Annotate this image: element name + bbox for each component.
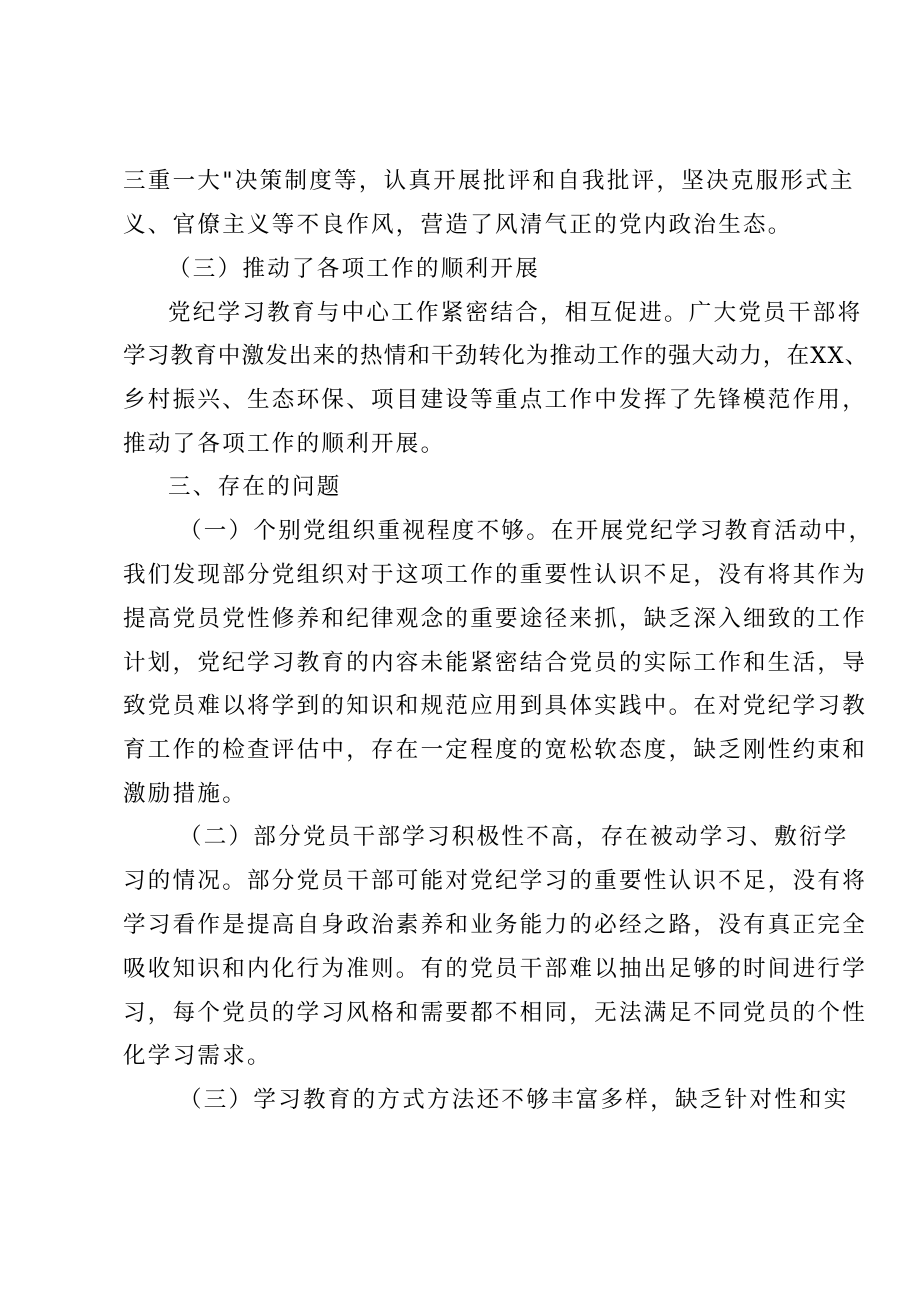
text-line: （三）学习教育的方式方法还不够丰富多样，缺乏针对性和实 (179, 1087, 849, 1113)
text-line: 学习看作是提高自身政治素养和业务能力的必经之路，没有真正完全 (123, 912, 868, 938)
text-line: 吸收知识和内化行为准则。有的党员干部难以抽出足够的时间进行学 (123, 956, 868, 982)
text-line: 乡村振兴、生态环保、项目建设等重点工作中发挥了先锋模范作用， (123, 387, 868, 413)
text-line: 激励措施。 (123, 781, 248, 807)
text-line: 三重一大"决策制度等，认真开展批评和自我批评，坚决克服形式主 (123, 168, 855, 194)
text-line: （二）部分党员干部学习积极性不高，存在被动学习、敷衍学 (179, 824, 849, 850)
text-line: 党纪学习教育与中心工作紧密结合，相互促进。广大党员干部将 (168, 300, 863, 326)
text-line: 义、官僚主义等不良作风，营造了风清气正的党内政治生态。 (123, 212, 793, 238)
text-line: 推动了各项工作的顺利开展。 (123, 431, 446, 457)
text-line: （一）个别党组织重视程度不够。在开展党纪学习教育活动中， (179, 518, 874, 544)
text-line: 习，每个党员的学习风格和需要都不相同，无法满足不同党员的个性 (123, 1000, 868, 1026)
text-line: 致党员难以将学到的知识和规范应用到具体实践中。在对党纪学习教 (123, 693, 868, 719)
text-line: 化学习需求。 (123, 1043, 272, 1069)
text-line: 计划，党纪学习教育的内容未能紧密结合党员的实际工作和生活，导 (123, 650, 868, 676)
section-heading: （三）推动了各项工作的顺利开展 (168, 256, 541, 282)
text-line: 习的情况。部分党员干部可能对党纪学习的重要性认识不足，没有将 (123, 868, 868, 894)
text-line: 提高党员党性修养和纪律观念的重要途径来抓，缺乏深入细致的工作 (123, 606, 868, 632)
text-line: 育工作的检查评估中，存在一定程度的宽松软态度，缺乏刚性约束和 (123, 737, 868, 763)
text-line: 学习教育中激发出来的热情和干劲转化为推动工作的强大动力，在XX、 (123, 343, 869, 369)
section-heading: 三、存在的问题 (168, 474, 342, 500)
text-line: 我们发现部分党组织对于这项工作的重要性认识不足，没有将其作为 (123, 562, 868, 588)
